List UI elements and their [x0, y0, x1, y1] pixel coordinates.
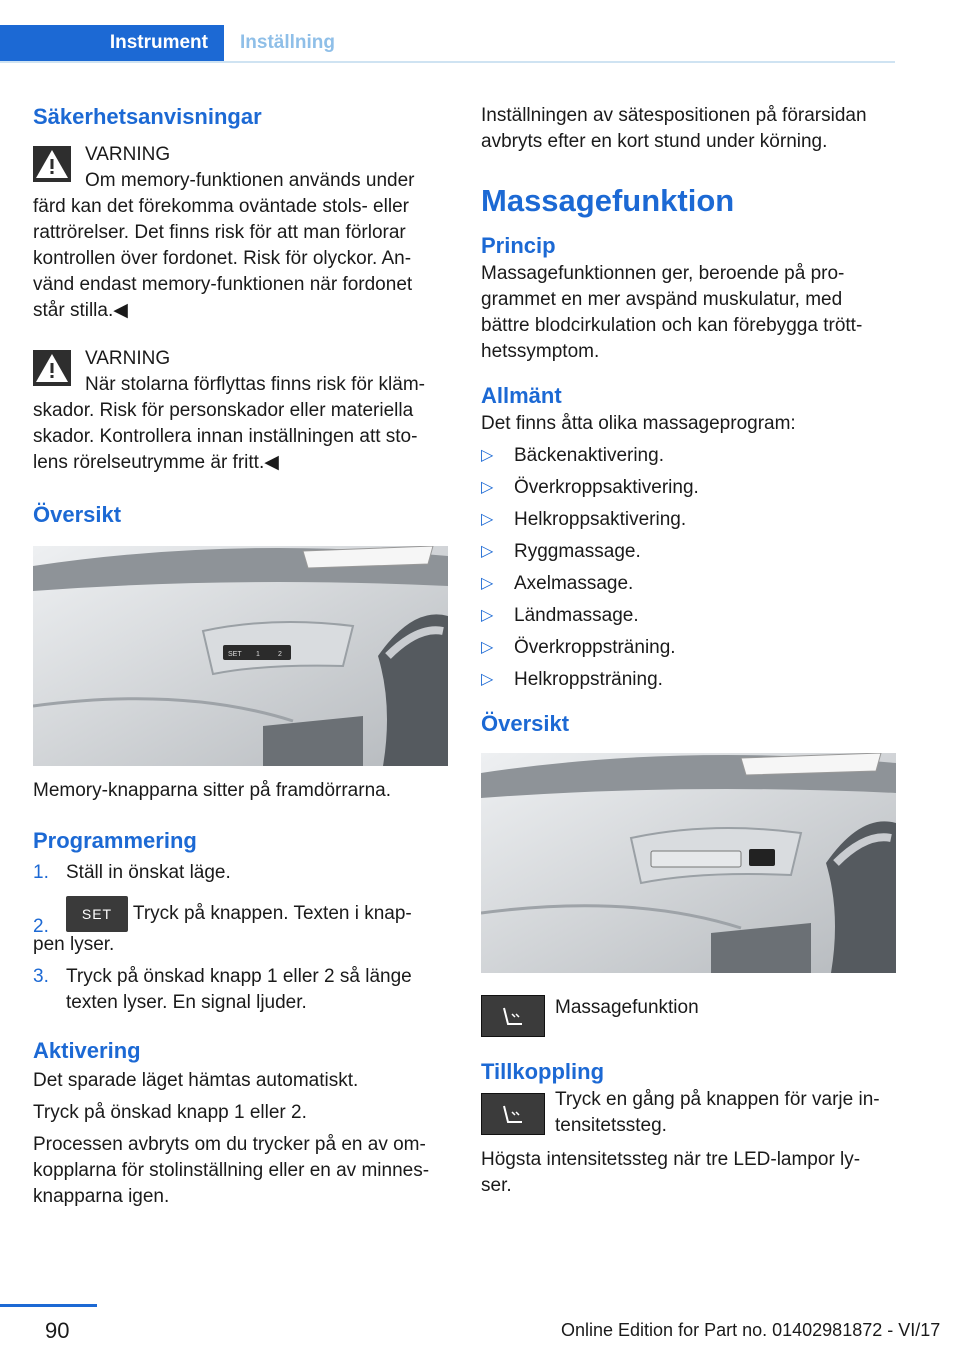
massage-button-icon	[481, 1093, 545, 1135]
massage-button-row	[481, 993, 897, 1043]
edition-text: Online Edition for Part no. 01402981872 - VI/17	[561, 1320, 941, 1340]
triangle-bullet-icon: ▷	[481, 479, 494, 496]
warning-text: kontrollen över fordonet. Risk för olyckor. An‐	[33, 248, 412, 269]
program-label: Axelmassage.	[514, 573, 634, 594]
massage-program-list	[481, 443, 897, 699]
heading-general: Allmänt	[481, 383, 562, 408]
header-tabs	[0, 25, 895, 63]
principle-text: bättre blodcirkulation och kan förebygga trött‐	[481, 315, 863, 336]
list-item	[481, 475, 897, 507]
program-label: Ryggmassage.	[514, 541, 641, 562]
warning-text: står stilla.◀	[33, 300, 128, 321]
list-item	[33, 964, 448, 1016]
tab-instrument[interactable]: Instrument	[0, 25, 224, 61]
door-memory-buttons-photo	[33, 546, 448, 766]
set-button-icon: SET	[66, 896, 128, 932]
activation-text: Processen avbryts om du trycker på en av om‐	[33, 1134, 426, 1155]
switch-on-text: tensitetssteg.	[555, 1115, 667, 1136]
program-label: Helkroppsträning.	[514, 669, 663, 690]
massage-label: Massagefunktion	[555, 997, 699, 1018]
triangle-bullet-icon: ▷	[481, 639, 494, 656]
program-label: Överkroppsträning.	[514, 637, 676, 658]
activation-text: kopplarna för stolinställning eller en av minnes‐	[33, 1160, 430, 1181]
heading-overview: Översikt	[33, 502, 122, 527]
program-label: Ländmassage.	[514, 605, 639, 626]
list-item	[481, 667, 897, 699]
max-intensity-text: Högsta intensitetssteg när tre LED-lampor ly‐	[481, 1149, 861, 1170]
list-item	[481, 443, 897, 475]
warning-text: vänd endast memory-funktionen när fordonet	[33, 274, 413, 295]
warning-triangle-icon	[33, 146, 71, 182]
heading-safety: Säkerhetsanvisningar	[33, 104, 262, 129]
triangle-bullet-icon: ▷	[481, 447, 494, 464]
door-massage-button-photo	[481, 753, 896, 973]
triangle-bullet-icon: ▷	[481, 575, 494, 592]
right-column	[481, 100, 897, 1199]
list-item	[481, 571, 897, 603]
triangle-bullet-icon: ▷	[481, 543, 494, 560]
activation-text: Det sparade läget hämtas automatiskt.	[33, 1070, 359, 1091]
warning-triangle-icon	[33, 350, 71, 386]
max-intensity-text: ser.	[481, 1175, 512, 1196]
switch-on-text: Tryck en gång på knappen för varje in‐	[555, 1089, 880, 1110]
heading-switch-on: Tillkoppling	[481, 1059, 605, 1084]
intro-text: Inställningen av sätespositionen på förarsidan	[481, 105, 867, 126]
program-label: Överkroppsaktivering.	[514, 477, 699, 498]
page-number: 90	[45, 1318, 70, 1343]
left-column	[33, 100, 448, 1210]
list-item	[481, 635, 897, 667]
step-text: Tryck på knappen. Texten i knap‐	[128, 903, 412, 925]
principle-text: hetssymptom.	[481, 341, 600, 362]
list-item	[33, 860, 448, 886]
activation-text: knapparna igen.	[33, 1186, 170, 1207]
switch-on-block	[481, 1087, 897, 1139]
principle-text: grammet en mer avspänd muskulatur, med	[481, 289, 843, 310]
warning-block-1	[33, 142, 448, 324]
list-item	[481, 507, 897, 539]
program-label: Helkroppsaktivering.	[514, 509, 687, 530]
heading-massage: Massagefunktion	[481, 183, 735, 218]
step-text: texten lyser. En signal ljuder.	[66, 992, 307, 1013]
step-text: Ställ in önskat läge.	[66, 862, 231, 883]
intro-text: avbryts efter en kort stund under körning.	[481, 131, 828, 152]
heading-principle: Princip	[481, 233, 556, 258]
triangle-bullet-icon: ▷	[481, 511, 494, 528]
programming-steps	[33, 860, 448, 1016]
heading-programming: Programmering	[33, 828, 197, 853]
warning-label: VARNING	[85, 348, 171, 369]
warning-block-2	[33, 346, 448, 476]
photo-caption: Memory-knapparna sitter på framdörrarna.	[33, 780, 391, 801]
heading-activation: Aktivering	[33, 1038, 141, 1063]
triangle-bullet-icon: ▷	[481, 671, 494, 688]
principle-text: Massagefunktionnen ger, beroende på pro‐	[481, 263, 845, 284]
step-text: pen lyser.	[33, 934, 115, 955]
step-number: 3.	[33, 966, 49, 987]
photo-button-label: 2	[278, 651, 282, 658]
warning-text: skador. Risk för personskador eller materiella	[33, 400, 414, 421]
warning-text: färd kan det förekomma oväntade stols- eller	[33, 196, 409, 217]
warning-text: När stolarna förflyttas finns risk för kläm‐	[85, 374, 425, 395]
list-item	[481, 539, 897, 571]
warning-text: rattrörelser. Det finns risk för att man förlorar	[33, 222, 406, 243]
step-number: 1.	[33, 862, 49, 883]
list-item	[33, 896, 448, 958]
warning-label: VARNING	[85, 144, 171, 165]
activation-text: Tryck på önskad knapp 1 eller 2.	[33, 1102, 307, 1123]
warning-text: skador. Kontrollera innan inställningen att sto‐	[33, 426, 418, 447]
warning-text: Om memory-funktionen används under	[85, 170, 415, 191]
warning-text: lens rörelseutrymme är fritt.◀	[33, 452, 279, 473]
step-text: Tryck på önskad knapp 1 eller 2 så länge	[66, 966, 412, 987]
list-item	[481, 603, 897, 635]
general-text: Det finns åtta olika massageprogram:	[481, 413, 796, 434]
footer-rule	[0, 1304, 97, 1307]
triangle-bullet-icon: ▷	[481, 607, 494, 624]
program-label: Bäckenaktivering.	[514, 445, 664, 466]
tab-installning[interactable]: Inställning	[240, 32, 335, 53]
photo-button-label: SET	[228, 651, 242, 658]
heading-overview-right: Översikt	[481, 711, 570, 736]
photo-button-label: 1	[256, 651, 260, 658]
step-number: 2.	[33, 916, 49, 937]
massage-button-icon	[481, 995, 545, 1037]
